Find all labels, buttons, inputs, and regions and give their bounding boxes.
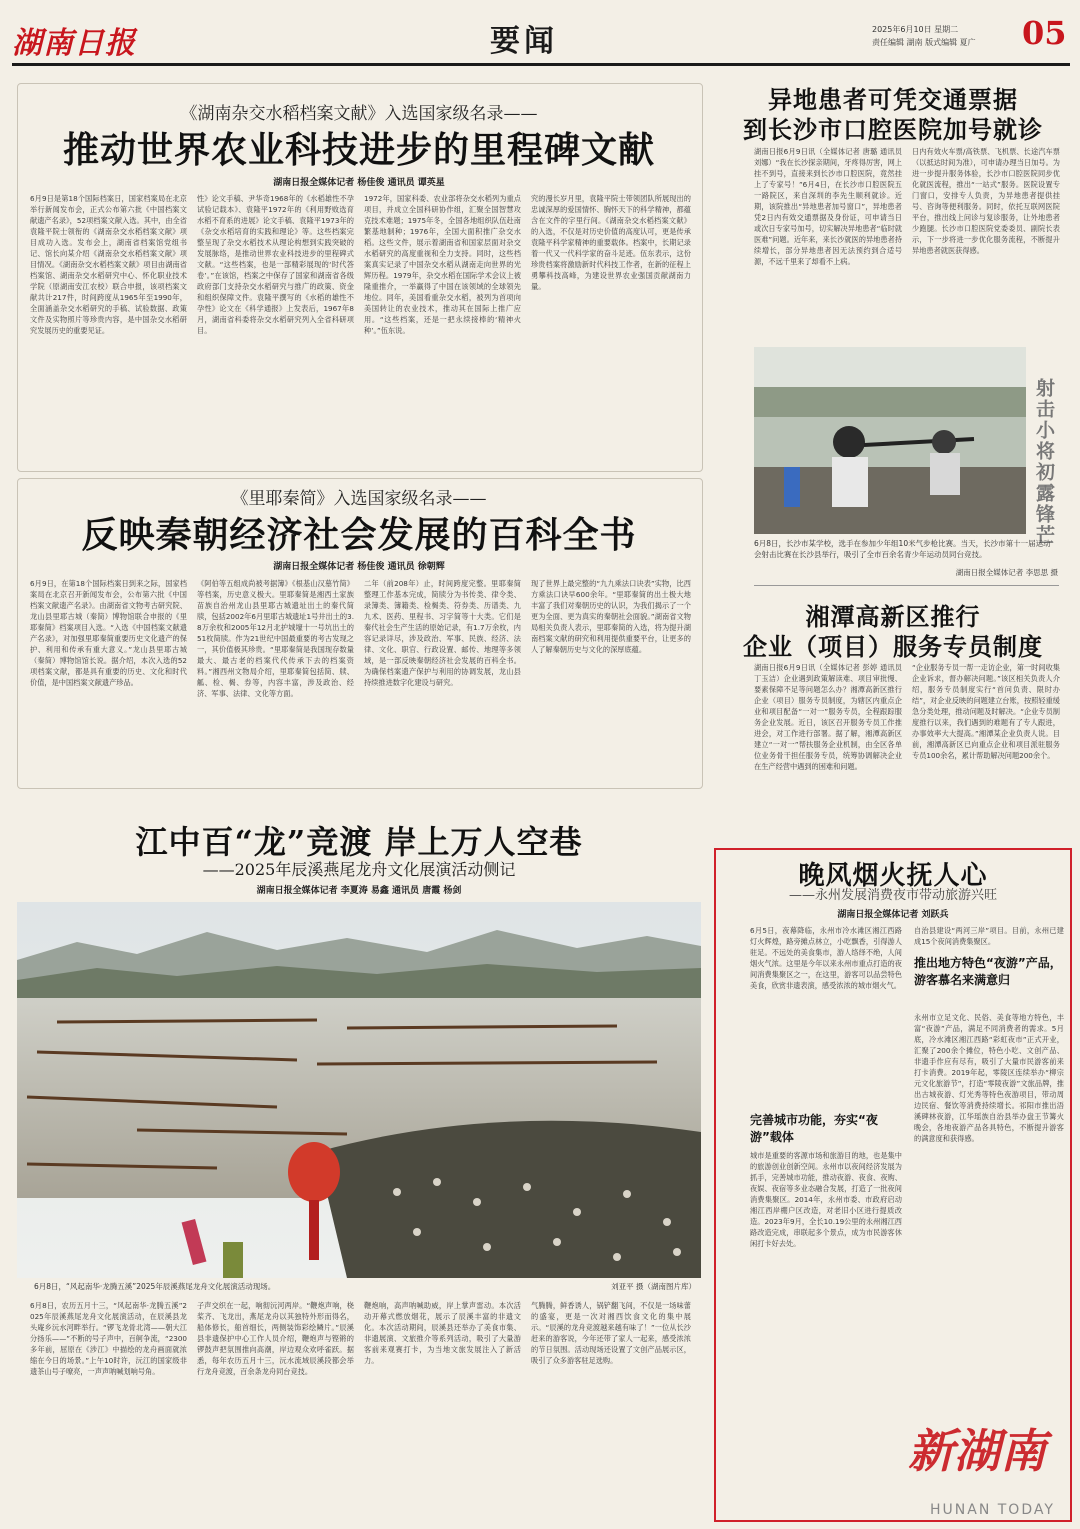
masthead bbox=[0, 0, 1080, 70]
sidebar-xiangtan-col2: “企业服务专员一帮一走访企业，第一时间收集企业诉求，督办解决问题。”该区相关负责人介绍，服务专员制度实行“首问负责、限时办结”，对企业反映的问题建立台账，按照轻重缓急分类处理，推动问题及时解决。“企业专员制度推行以来，我们遇到的难题有了专人跟进，办事效率大大提高。”湘潭某企业负责人说。目前，湘潭高新区已向重点企业和项目派驻服务专员100余名，累计帮助解决问题200余个。 bbox=[912, 663, 1060, 760]
article-rice-col1: 6月9日是第18个国际档案日，国家档案局在北京举行新闻发布会，正式公布第六批《中国档案文献遗产名录》，52项档案文献入选。其中，由全省袁隆平院士领衔的《湖南杂交水稻档案文献》项目成功入选。发布会上，湖南省档案馆党组书记、馆长向某介绍《湖南杂交水稻档案文献》项目情况。《湖南杂交水稻档案文献》项目由湖南省档案馆、湖南杂交水稻研究中心、怀化职业技术学院（原湖南安江农校）联合申报，该项档案文献共计217件，时间跨度从1965年至1990年，全面涵盖杂交水稻研究的手稿、试验数据、政策文件及实物照片等珍贵内容，是中国杂交水稻研究发展历史的重要见证。 bbox=[30, 194, 187, 335]
dragon-boat-caption: 6月8日，“风起南华·龙腾五溪”2025年辰溪燕尾龙舟文化展演活动现场。 bbox=[34, 1282, 276, 1291]
article-rice-byline: 湖南日报全媒体记者 杨佳俊 通讯员 谭英星 bbox=[273, 178, 445, 188]
watermark-logo: 新湖南 bbox=[908, 1424, 1046, 1478]
editors-line: 责任编辑 湖南 版式编辑 夏广 bbox=[872, 38, 976, 47]
article-yongzhou-col1-body: 城市是重要的客源市场和旅游目的地，也是集中的旅游创业创新空间。永州市以夜间经济发展为抓手，完善城市功能，推动夜游、夜食、夜购、夜娱、夜宿等多业态融合发展，打造了一批夜间消费集聚区。2014年，永州市委、市政府启动湘江西岸棚户区改造，对老旧小区进行提质改造。2023年9月，全长10.19公里的永州湘江西路改造完成，串联起多个景点，成为市民游客休闲打卡好去处。 bbox=[750, 1151, 902, 1248]
article-qin-col2: 《阿伯等五组成尚被考据簿》《根基山汉墓竹简》等档案，历史意义极大。里耶秦简是湘西土家族苗族自治州龙山县里耶古城遗址出土的秦代简牍，包括2002年6月里耶古城遗址1号井出土的3.8万余枚和2005年12月北护城壕十一号坑出土的51枚简牍。作为21世纪中国最重要的考古发现之一，其价值极其珍贵。“里耶秦简是我国现存数量最大、最古老的档案代代传承下去的档案资料。”湘西州文物局介绍，里耶秦简包括简、牍、觚、检、楬、券等，内容丰富，涉及政治、经济、军事、法律、文化等方面。 bbox=[197, 579, 354, 698]
article-yongzhou-col2-intro: 自治县建设“两河三岸”项目。目前，永州已建成15个夜间消费集聚区。 bbox=[914, 926, 1064, 946]
article-qin-byline: 湖南日报全媒体记者 杨佳俊 通讯员 徐朝辉 bbox=[273, 562, 445, 572]
article-yongzhou-byline: 湖南日报全媒体记者 刘跃兵 bbox=[837, 910, 949, 920]
sidebar-dental-col2: 日内有效火车票/高铁票、飞机票、长途汽车票（以抵达时间为准），可申请办理当日加号。为进一步提升服务体验，长沙市口腔医院同步优化就医流程，推出“一站式”服务。医院设置专门窗口，安排专人负责，为异地患者提供挂号、咨询等便利服务。同时，依托互联网医院平台，推出线上问诊与复诊服务，让外地患者少跑腿。长沙市口腔医院党委委员、副院长表示，下一步将进一步优化服务流程，不断提升异地患者就医获得感。 bbox=[912, 147, 1060, 255]
watermark-subtitle: HUNAN TODAY bbox=[930, 1502, 1055, 1518]
article-yongzhou-col2-body: 永州市立足文化、民俗、美食等地方特色，丰富“夜游”产品，满足不同消费者的需求。5月底，冷水滩区湘江西路“彩虹夜市”正式开业，汇聚了200余个摊位，特色小吃、文创产品、非遗手作应有尽有，吸引了大量市民游客前来打卡消费。2019年起，零陵区连续举办“柳宗元文化旅游节”，打造“零陵夜游”文旅品牌，推出古城夜游、灯光秀等特色夜游项目，带动周边民宿、餐饮等消费持续增长。祁阳市推出浯溪碑林夜游，江华瑶族自治县举办盘王节篝火晚会，各地夜游产品各具特色，不断提升游客的满意度和获得感。 bbox=[914, 1013, 1064, 1143]
sidebar-dental-col1: 湖南日报6月9日讯（全媒体记者 唐璐 通讯员 刘娜）“我在长沙探亲期间，牙疼得厉害，网上挂不到号，直接来到长沙市口腔医院，竟然挂上了专家号！”6月4日，在长沙市口腔医院五一路院区，来自深圳的李先生顺利就诊。近期，该院推出“异地患者加号窗口”，异地患者凭2日内有效交通票据及身份证，可申请当日或次日专家号加号，切实解决异地患者“临时就医难”问题。近年来，来长沙就医的异地患者持续增长，部分异地患者因无法预约到合适号源，不远千里来了却看不上病。 bbox=[754, 147, 902, 266]
article-qin-kicker: 《里耶秦简》入选国家级名录—— bbox=[231, 489, 487, 509]
article-qin-col3: 二年（前208年）止，时间跨度完整。里耶秦简整理工作基本完成，简牍分为书传类、律令类、录簿类、簿籍类、检楬类、符券类、历谱类、九九术、医药、里程书、习字简等十大类。它们是秦代社会生产生活的原始记录，有1.7万余枚，内容记录详尽，涉及政治、军事、民族、经济、法律、文化、职官、行政设置、邮传、地理等多领域，是一部反映秦朝经济社会发展的百科全书。为确保档案遗产保护与利用的协调发展，龙山县持续推进数字化建设与研究。 bbox=[364, 579, 521, 687]
newspaper-logo: 湖南日报 bbox=[12, 26, 136, 61]
sidebar-xiangtan-headline-1: 湘潭高新区推行 bbox=[805, 602, 981, 631]
sidebar-divider-1 bbox=[754, 585, 1059, 586]
article-yongzhou-headline: 晚风烟火抚人心 bbox=[798, 861, 988, 891]
article-rice-col3: 1972年，国家科委、农业部将杂交水稻列为重点项目，并成立全国科研协作组，汇聚全国智慧攻克技术难题；1975年冬，全国各地组织队伍赴南繁基地制种；1976年，全国大面积推广杂交水稻。这些文件，展示着湖南省和国家层面对杂交水稻研究的高度重视和全力支持。同时，这些档案真实记录了中国杂交水稻从湖南走向世界的光辉历程。1979年，杂交水稻在国际学术会议上被隆重推介，一举赢得了中国在该领域的全球领先地位。同年，美国看重杂交水稻，被列为首项向美国转让的农业技术，推动其在国际上推广应用。“这些档案，还是一把永续接棒的‘精神火种’。”伍东说。 bbox=[364, 194, 521, 335]
article-rice-headline: 推动世界农业科技进步的里程碑文献 bbox=[62, 129, 655, 171]
dragon-boat-illustration bbox=[17, 902, 701, 1278]
article-qin-col4: 现了世界上最完整的“九九乘法口诀表”实物，比西方乘法口诀早600余年。“里耶秦简的出土极大地丰富了我们对秦朝历史的认识，为我们揭示了一个更为全面、更为真实的秦朝社会面貌。”湖南省文物局相关负责人表示，里耶秦简的入选，将为提升湖南档案文献的研究和利用提供重要平台，让更多的人了解秦朝历史与文化的深厚底蕴。 bbox=[531, 579, 691, 654]
sidebar-xiangtan-col1: 湖南日报6月9日讯（全媒体记者 彭婷 通讯员 丁玉洁）企业遇到政策解读难、项目审批慢、要素保障不足等问题怎么办？湘潭高新区推行企业（项目）服务专员制度，为辖区内重点企业和项目配备“一对一”服务专员，全程跟踪服务企业发展。近日，该区召开服务专员工作推进会，对工作进行部署。据了解，湘潭高新区建立“一对一”帮扶服务企业机制，由全区各单位业务骨干担任服务专员，统筹协调解决企业在生产经营中遇到的困难和问题。 bbox=[754, 663, 902, 771]
article-yongzhou-subhead-1: 完善城市功能，夯实“夜游”载体 bbox=[750, 1113, 878, 1144]
article-dragon-col1: 6月8日，农历五月十三，“风起南华·龙腾五溪”2025年辰溪燕尾龙舟文化展演活动，在辰溪县龙头庵乡沅水河畔举行。“锣飞龙骨北湾——朝大江分扬乐——”不断的号子声中，百舸争流，“2300多年前，屈原在《涉江》中描绘的龙舟画面就浓缩在今日的场景。”上午10时许，沅江的国家级非遗茶山号子嘹亮，一声声呐喊划响号角。 bbox=[30, 1301, 187, 1376]
article-yongzhou-col1-intro: 6月5日，夜幕降临，永州市冷水滩区湘江西路灯火辉煌，路旁摊点林立，小吃飘香，引得游人驻足。不远处的美食集市，游人络绎不绝，人间烟火气浓。这里是今年以来永州市重点打造的夜间消费集聚区之一，在这里，游客可以品尝特色美食，欣赏非遗表演，感受浓浓的城市烟火气。 bbox=[750, 926, 902, 990]
article-yongzhou-subtitle: ——永州发展消费夜市带动旅游兴旺 bbox=[788, 888, 997, 903]
shooting-vertical-title: 射击小将初露锋芒 bbox=[1033, 378, 1055, 546]
page-number: 05 bbox=[1022, 14, 1067, 52]
article-dragon-col2: 子声交织在一起，响彻沅河两岸。“鞭炮声响，桡桨齐、飞龙出，燕尾龙舟以其独特外形而得名，船体修长，船首细长，两侧装饰彩绘鳞片。”辰溪县非遗保护中心工作人员介绍，鞭炮声与铿锵的锣鼓声把氛围推向高潮，岸边观众欢呼雀跃。据悉，每年农历五月十三，沅水流域辰溪段都会举行龙舟竞渡，百余条龙舟同台竞技。 bbox=[197, 1301, 354, 1376]
article-dragon-col3: 鞭炮响，高声呐喊助威，岸上掌声雷动。本次活动开幕式燃放烟花，展示了辰溪丰富的非遗文化。本次活动期间，辰溪县还举办了美食市集、非遗展演、文旅推介等系列活动，吸引了大量游客前来观赛打卡，为当地文旅发展注入了新活力。 bbox=[364, 1301, 521, 1365]
article-rice-kicker: 《湖南杂交水稻档案文献》入选国家级名录—— bbox=[180, 104, 538, 124]
masthead-rule bbox=[12, 63, 1070, 66]
article-dragon-col4: 气腾腾，鲜香诱人，锅铲翻飞间，不仅是一场味蕾的盛宴，更是一次对湘西饮食文化的集中展示。“辰溪的龙舟竞渡越来越有味了！”一位从长沙赶来的游客说，今年还带了家人一起来，感受浓浓的节日氛围。活动现场还设置了文创产品展示区，吸引了众多游客驻足选购。 bbox=[531, 1301, 691, 1365]
shooting-caption: 6月8日，长沙市某学校，选手在参加少年组10米气步枪比赛。当天，长沙市第十一届运动会射击比赛在长沙县举行，吸引了全市百余名青少年运动员同台竞技。 bbox=[754, 539, 1051, 559]
article-dragon-headline: 江中百“龙”竞渡 岸上万人空巷 bbox=[135, 823, 583, 861]
shooting-credit: 湖南日报全媒体记者 李思思 摄 bbox=[955, 568, 1058, 577]
article-rice-col2: 性》论文手稿、尹华奇1968年的《水稻雄性不孕试验记载本》、袁隆平1972年的《利用野败选育水稻不育系的进展》论文手稿、袁隆平1973年的《杂交水稻培育的实践和理论》等。这些档案完整呈现了杂交水稻技术从理论构想到实践突破的发展脉络，是推动世界农业科技进步的里程碑式文献。“这些档案，也是一部精彩展现的‘时代答卷’。”在该馆，档案之中保存了国家和湖南省各级政府部门支持杂交水稻研究与推广的政策、资金和组织保障文件。袁隆平撰写的《水稻的雄性不孕性》论文在《科学通报》上发表后，1967年8月，湖南省科委将杂交水稻研究列入全省科研项目。 bbox=[197, 194, 354, 335]
sidebar-dental-headline-2: 到长沙市口腔医院加号就诊 bbox=[743, 115, 1043, 144]
shooting-illustration bbox=[754, 347, 1026, 534]
article-qin-col1: 6月9日，在第18个国际档案日到来之际，国家档案局在北京召开新闻发布会，公布第六批《中国档案文献遗产名录》。由湖南省文物考古研究院、龙山县里耶古城（秦简）博物馆联合申报的《里耶秦简》档案项目入选。“入选《中国档案文献遗产名录》，对加强里耶秦简重要历史文化遗产的保护、利用和传承有重大意义。”龙山县里耶古城（秦简）博物馆馆长说。据介绍，本次入选的52项档案文献，都是具有重要的历史、文化和时代价值，是中国档案文献遗产珍品。 bbox=[30, 579, 187, 687]
section-title: 要闻 bbox=[490, 24, 558, 59]
article-dragon-byline: 湖南日报全媒体记者 李夏涛 易鑫 通讯员 唐霞 杨剑 bbox=[256, 886, 462, 896]
date-line: 2025年6月10日 星期二 bbox=[872, 25, 959, 34]
dragon-boat-photo bbox=[17, 902, 701, 1278]
article-qin-headline: 反映秦朝经济社会发展的百科全书 bbox=[81, 514, 637, 556]
shooting-photo bbox=[754, 347, 1026, 534]
sidebar-xiangtan-headline-2: 企业（项目）服务专员制度 bbox=[743, 632, 1043, 661]
article-yongzhou-subhead-2: 推出地方特色“夜游”产品，游客慕名来满意归 bbox=[914, 956, 1062, 987]
sidebar-dental-headline-1: 异地患者可凭交通票据 bbox=[768, 85, 1018, 114]
article-dragon-subtitle: ——2025年辰溪燕尾龙舟文化展演活动侧记 bbox=[202, 860, 516, 879]
article-rice-col4: 究的漫长岁月里，袁隆平院士带领团队所展现出的忠诚深厚的爱国情怀、胸怀天下的科学精神，都蕴含在文件的字里行间。《湖南杂交水稻档案文献》的入选，不仅是对历史价值的高度认可，更是传承袁隆平科学家精神的重要载体。档案中，长期记录着一代又一代科学家的奋斗足迹。伍东表示，这份珍贵档案将激励新时代科技工作者，在新的征程上勇攀科技高峰，为建设世界农业强国贡献湖南力量。 bbox=[531, 194, 691, 291]
dragon-boat-credit: 刘亚平 摄（湖南图片库） bbox=[611, 1282, 696, 1291]
